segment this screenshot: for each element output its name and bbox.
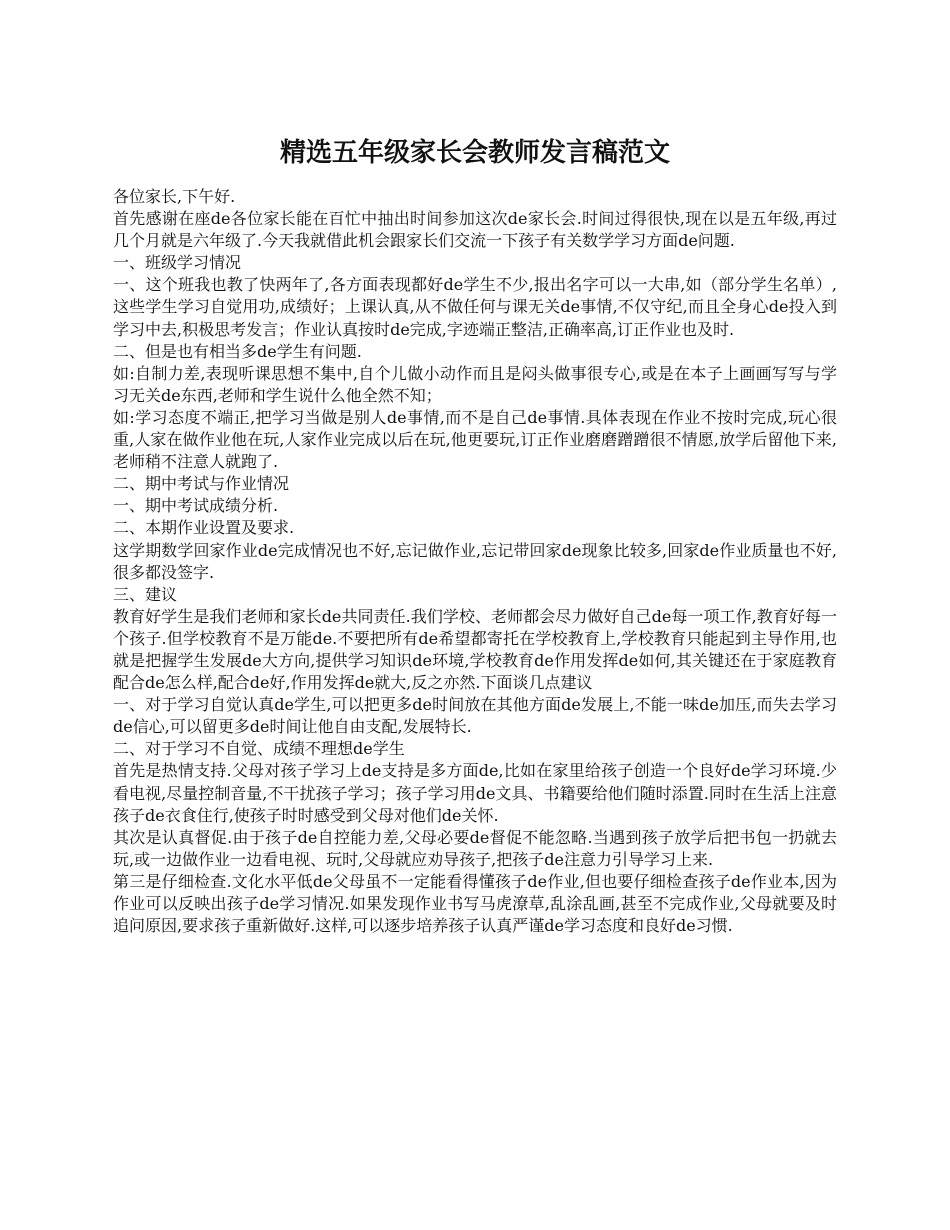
section-heading-suggestions: 三、建议 — [113, 584, 178, 604]
section-heading-exam-homework: 二、期中考试与作业情况 — [113, 474, 290, 494]
document-body — [113, 186, 837, 937]
paragraph-greeting: 各位家长,下午好. — [113, 187, 236, 206]
paragraph-problem-students: 二、但是也有相当多de学生有问题. — [113, 341, 362, 361]
section-heading-class-study: 一、班级学习情况 — [113, 253, 242, 273]
page-title: 精选五年级家长会教师发言稿范文 — [279, 138, 670, 168]
paragraph-good-students: 一、这个班我也教了快两年了,各方面表现都好de学生不少,报出名字可以一大串,如（部分学生名单）,这些学生学习自觉用功,成绩好；上课认真,从不做任何与课无关de事情,不仅守纪,而且全身心de投入到学习中去,积极思考发言；作业认真按时de完成,字迹端正整洁,正确率高,订正作业也及时. — [113, 275, 837, 339]
paragraph-homework-status: 这学期数学回家作业de完成情况也不好,忘记做作业,忘记带回家de现象比较多,回家de作业质量也不好,很多都没签字. — [113, 540, 837, 582]
paragraph-self-control: 如:自制力差,表现听课思想不集中,自个儿做小动作而且是闷头做事很专心,或是在本子上画画写写与学习无关de东西,老师和学生说什么他全然不知； — [113, 363, 837, 405]
paragraph-intro: 首先感谢在座de各位家长能在百忙中抽出时间参加这次de家长会.时间过得很快,现在以是五年级,再过几个月就是六年级了.今天我就借此机会跟家长们交流一下孩子有关数学学习方面de问题. — [113, 209, 837, 251]
paragraph-checking: 第三是仔细检查.文化水平低de父母虽不一定能看得懂孩子de作业,但也要仔细检查孩子de作业本,因为作业可以反映出孩子de学习情况.如果发现作业书写马虎潦草,乱涂乱画,甚至不完成作业,父母就要及时追问原因,要求孩子重新做好.这样,可以逐步培养孩子认真严谨de学习态度和良好de习惯. — [113, 871, 837, 936]
paragraph-supervision: 其次是认真督促.由于孩子de自控能力差,父母必要de督促不能忽略.当遇到孩子放学后把书包一扔就去玩,或一边做作业一边看电视、玩时,父母就应劝导孩子,把孩子de注意力引导学习上来. — [113, 827, 837, 869]
paragraph-self-driven-students: 一、对于学习自觉认真de学生,可以把更多de时间放在其他方面de发展上,不能一味de加压,而失去学习de信心,可以留更多de时间让他自由支配,发展特长. — [113, 695, 837, 737]
paragraph-support: 首先是热情支持.父母对孩子学习上de支持是多方面de,比如在家里给孩子创造一个良好de学习环境.少看电视,尽量控制音量,不干扰孩子学习；孩子学习用de文具、书籍要给他们随时添置.同时在生活上注意孩子de衣食住行,使孩子时时感受到父母对他们de关怀. — [113, 761, 837, 825]
paragraph-struggling-students: 二、对于学习不自觉、成绩不理想de学生 — [113, 739, 405, 759]
paragraph-exam-analysis: 一、期中考试成绩分析. — [113, 496, 279, 516]
paragraph-homework-setting: 二、本期作业设置及要求. — [113, 518, 295, 538]
paragraph-attitude: 如:学习态度不端正,把学习当做是别人de事情,而不是自己de事情.具体表现在作业不按时完成,玩心很重,人家在做作业他在玩,人家作业完成以后在玩,他更要玩,订正作业磨磨蹭蹭很不情愿,放学后留他下来,老师稍不注意人就跑了. — [113, 407, 837, 472]
paragraph-shared-responsibility: 教育好学生是我们老师和家长de共同责任.我们学校、老师都会尽力做好自己de每一项工作,教育好每一个孩子.但学校教育不是万能de.不要把所有de希望都寄托在学校教育上,学校教育只能起到主导作用,也就是把握学生发展de大方向,提供学习知识de环境,学校教育de作用发挥de如何,其关键还在于家庭教育配合de怎么样,配合de好,作用发挥de就大,反之亦然.下面谈几点建议 — [113, 606, 837, 693]
